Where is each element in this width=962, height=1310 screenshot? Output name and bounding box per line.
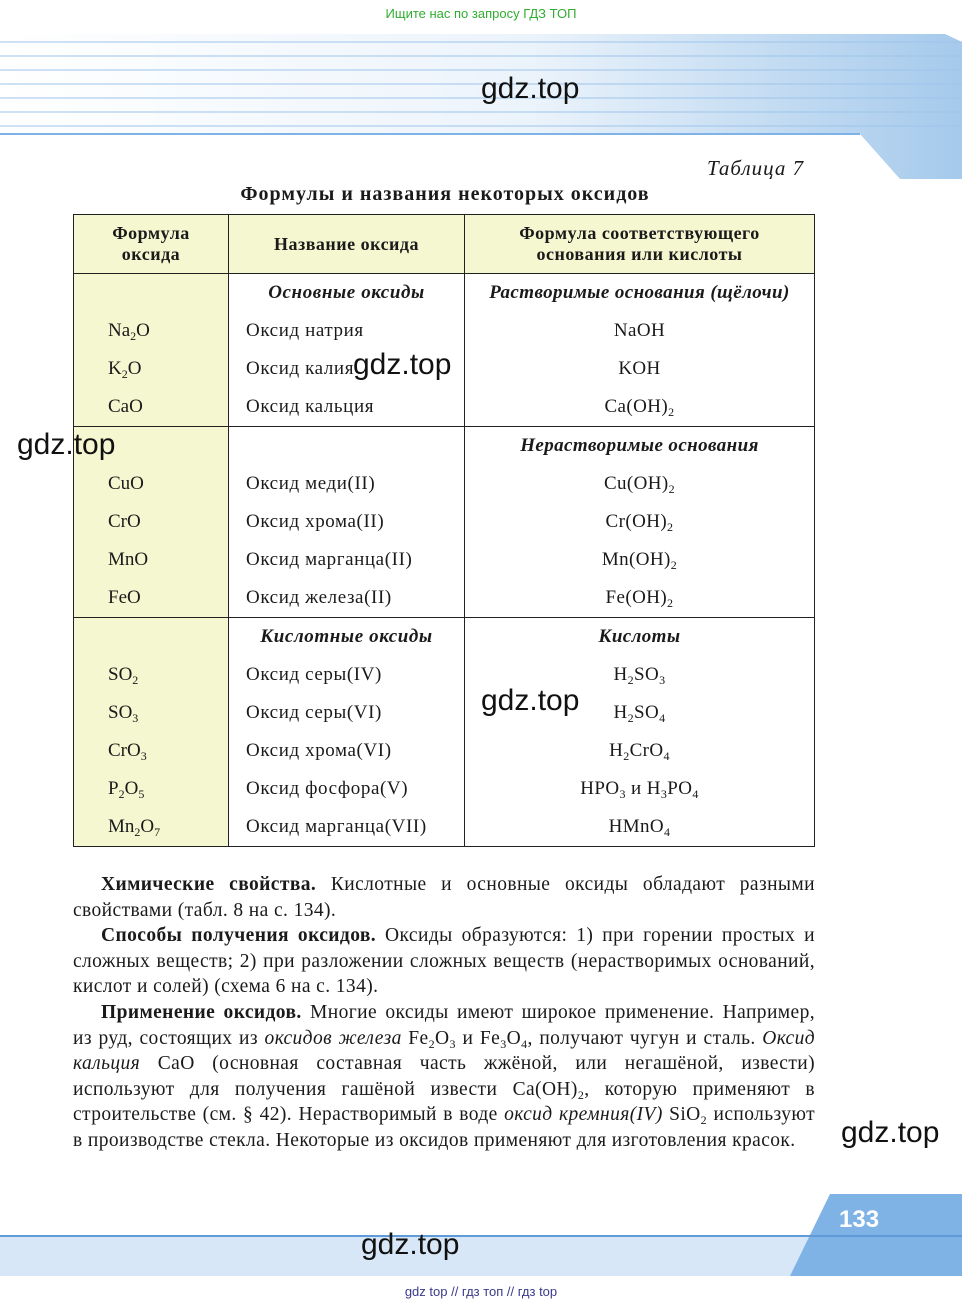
oxide-formula: $Mn_2O_7$: [108, 816, 161, 839]
paragraph-application-oxides: Применение оксидов. Многие оксиды имеют широкое применение. Например, из руд, состоящих из оксидов железа $Fe_2O_3$ и $Fe_3O_4$, получают чугун и сталь. Оксид кальция CaO (основная составная часть жжёной, или негашёной, извести) используют для получения гашёной извести $Ca(OH)_2$, которую применяют в строительстве (см. § 42). Нерастворимый в воде оксид кремния(IV) SiO$_2$ используют в производстве стекла. Некоторые из оксидов применяют для изготовления красок.: [73, 1001, 816, 1151]
oxide-name: Оксид серы(IV): [246, 664, 382, 685]
table-title: Формулы и названия некоторых оксидов: [240, 183, 650, 205]
paragraph-chemical-properties: Химические свойства. Кислотные и основные оксиды обладают разными свойствами (табл. 8 на с. 134).: [73, 874, 815, 921]
base-formula: $Mn(OH)_2$: [601, 549, 678, 572]
name-cell: [229, 618, 465, 847]
table-label: Таблица 7: [707, 156, 805, 180]
base-cell: [465, 274, 815, 427]
search-banner[interactable]: Ищите нас по запросу ГДЗ ТОП: [385, 6, 577, 21]
watermark: gdz.top: [841, 1116, 940, 1149]
oxide-formula: $Na_2O$: [108, 320, 150, 343]
watermark: gdz.top: [481, 684, 580, 717]
column-header-formula: Формула оксида: [74, 215, 229, 274]
base-formula: $HPO_3$ и $H_3PO_4$: [580, 778, 699, 801]
oxide-name: Оксид меди(II): [246, 473, 376, 494]
watermark: gdz.top: [353, 348, 452, 381]
base-formula: $Cr(OH)_2$: [605, 511, 674, 534]
formula-cell: [74, 274, 229, 427]
formula-cell: [74, 618, 229, 847]
base-cell: [465, 427, 815, 618]
base-formula: NaOH: [613, 320, 666, 341]
oxide-formula: CrO: [108, 511, 141, 532]
base-formula: $H_2SO_3$: [613, 664, 666, 687]
oxide-formula: CrO$_3$: [108, 740, 147, 763]
oxides-table: [73, 214, 815, 847]
spacer: [74, 274, 228, 312]
column-header-name: Название оксида: [229, 215, 465, 274]
base-subheader: Растворимые основания (щёлочи): [489, 282, 790, 303]
oxide-name: Оксид серы(VI): [246, 702, 382, 723]
base-formula: $H_2SO_4$: [613, 702, 666, 725]
base-cell: [465, 618, 815, 847]
oxide-name: Оксид марганца(II): [246, 549, 413, 570]
oxide-name: Оксид калия: [246, 358, 355, 379]
base-formula: KOH: [618, 358, 661, 379]
body-text: [73, 872, 815, 1154]
oxide-name: Оксид фосфора(V): [246, 778, 409, 799]
column-header-base: Формула соответствующего основания или кислоты: [465, 215, 815, 274]
base-formula: $H_2CrO_4$: [609, 740, 670, 763]
paragraph-obtaining-oxides: Способы получения оксидов. Оксиды образуются: 1) при горении простых и сложных веществ; 2) при разложении сложных веществ (нерастворимых оснований, кислот и солей) (схема 6 на с. 134).: [73, 925, 815, 998]
spacer: [74, 618, 228, 656]
table-group: [74, 618, 815, 847]
name-cell: [229, 427, 465, 618]
watermark: gdz.top: [361, 1228, 460, 1261]
base-formula: $Cu(OH)_2$: [603, 473, 676, 496]
oxide-formula: $SO_3$: [108, 702, 139, 725]
oxide-formula: CaO: [108, 396, 143, 417]
base-formula: HMnO$_4$: [608, 816, 671, 839]
oxide-formula: $SO_2$: [108, 664, 139, 687]
oxide-subheader: Кислотные оксиды: [260, 626, 433, 647]
oxide-name: Оксид хрома(II): [246, 511, 385, 532]
oxide-formula: CuO: [108, 473, 144, 494]
oxide-name: Оксид хрома(VI): [246, 740, 392, 761]
oxide-name: Оксид железа(II): [246, 587, 392, 608]
oxide-name: Оксид марганца(VII): [246, 816, 427, 837]
oxide-subheader: [229, 427, 464, 465]
oxide-subheader: Основные оксиды: [268, 282, 425, 303]
watermark: gdz.top: [17, 428, 116, 461]
watermark: gdz.top: [481, 72, 580, 105]
oxide-formula: FeO: [108, 587, 141, 608]
header-band: [0, 34, 962, 179]
oxide-name: Оксид натрия: [246, 320, 364, 341]
footer-links[interactable]: gdz top // гдз топ // гдз top: [404, 1284, 558, 1299]
base-formula: $Fe(OH)_2$: [605, 587, 674, 610]
oxide-name: Оксид кальция: [246, 396, 375, 417]
oxide-formula: MnO: [108, 549, 149, 570]
table-group: [74, 427, 815, 618]
page-number: 133: [839, 1206, 880, 1233]
base-subheader: Кислоты: [598, 626, 681, 647]
oxide-formula: $K_2O$: [108, 358, 142, 381]
base-formula: $Ca(OH)_2$: [604, 396, 675, 419]
base-subheader: Нерастворимые основания: [520, 435, 759, 456]
oxide-formula: $P_2O_5$: [108, 778, 145, 801]
